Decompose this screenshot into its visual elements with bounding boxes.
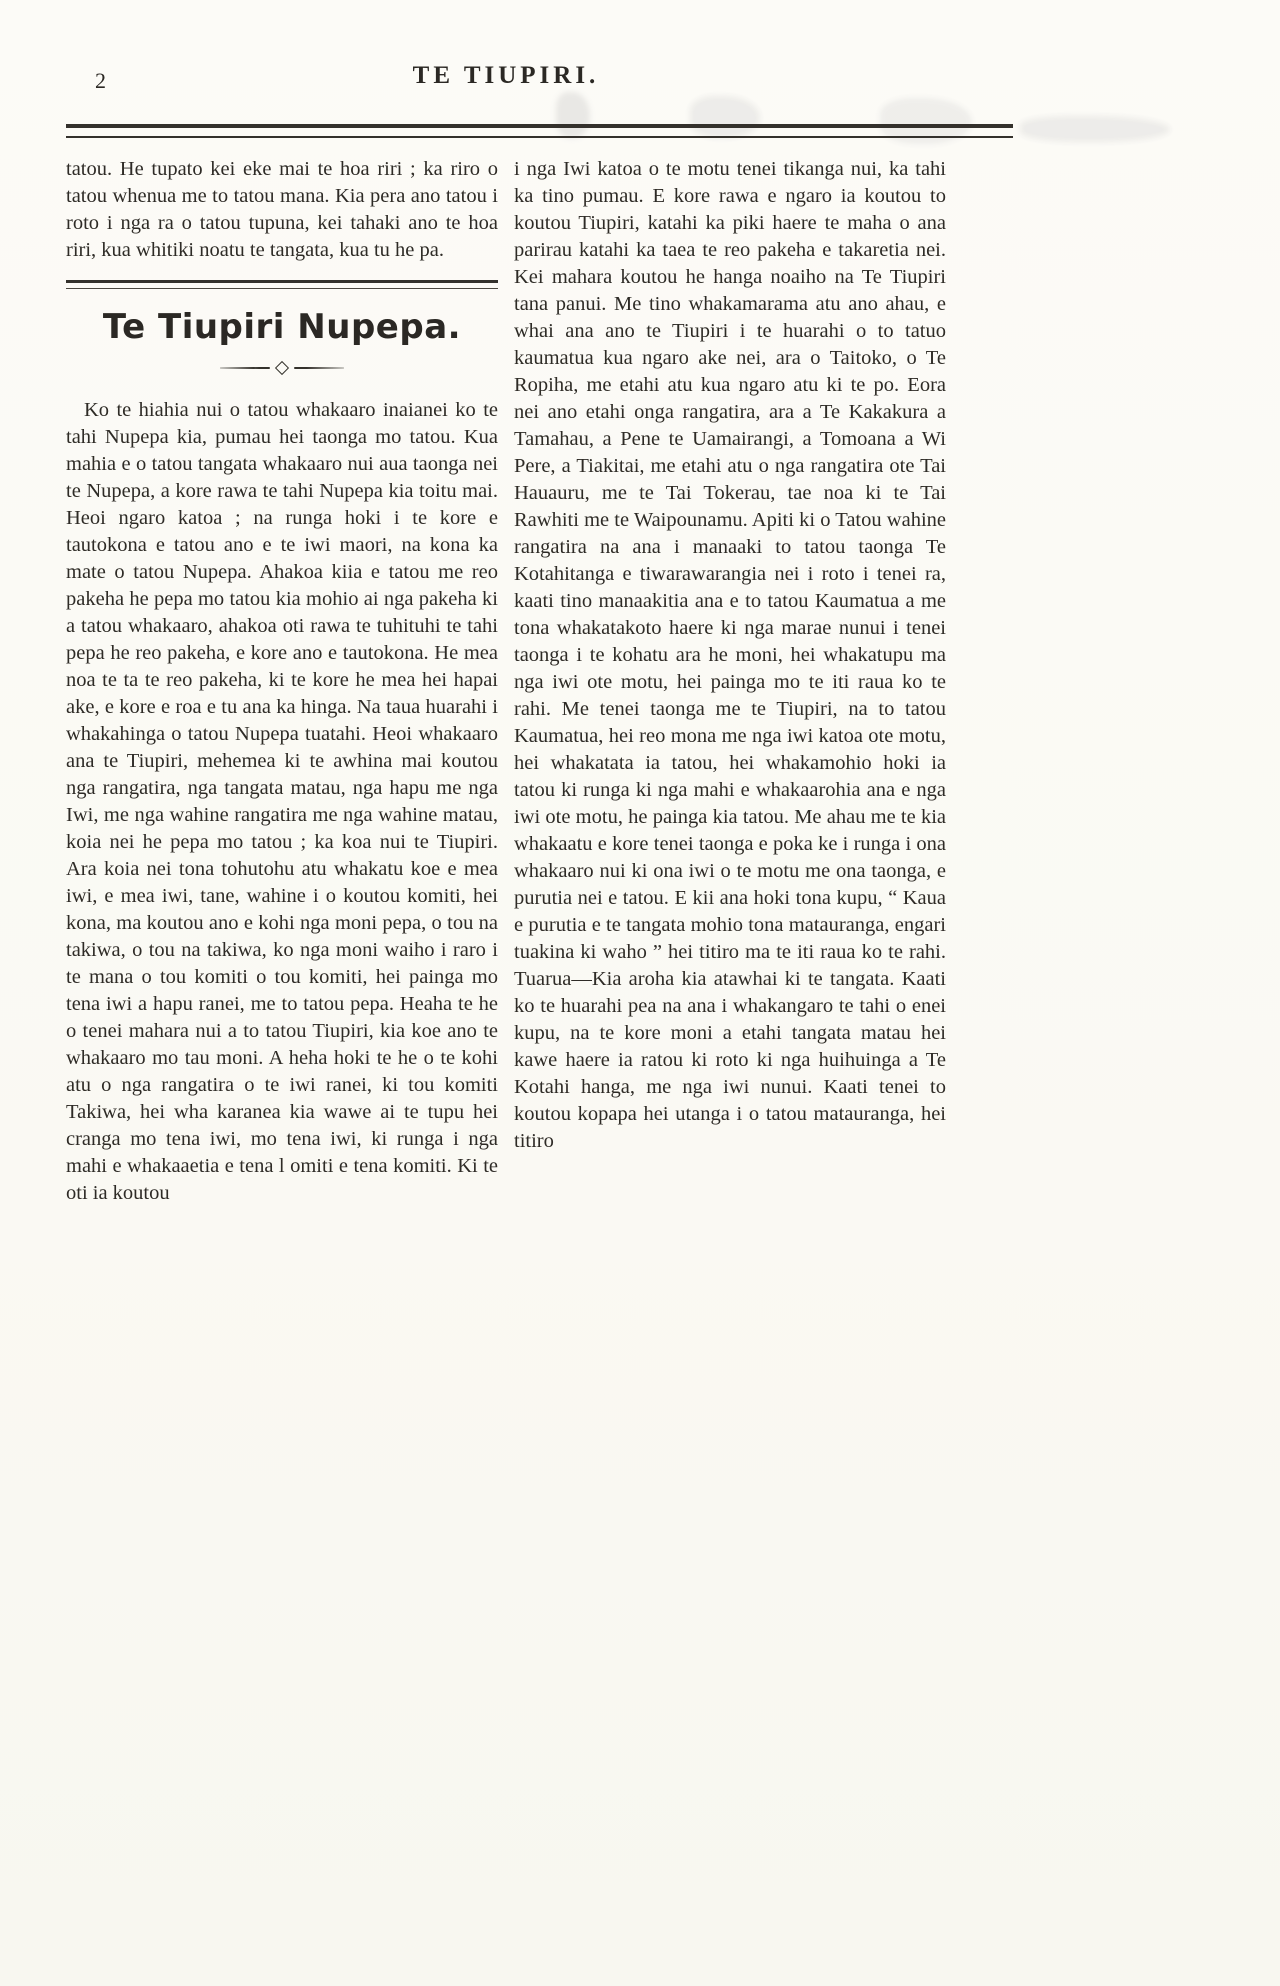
continuation-paragraph: tatou. He tupato kei eke mai te hoa riri ; ka riro o tatou whenua me to tatou mana. Kia pera ano tatou i roto i nga ra o tatou tupuna, kei tahaki ano te hoa riri, kua whitiki noatu te tangata, kua tu he pa. <box>66 158 498 261</box>
page-number: 2 <box>95 68 107 93</box>
ornament-line-icon <box>294 367 344 370</box>
article-heading: Te Tiupiri Nupepa. <box>102 307 462 347</box>
two-column-layout <box>66 156 946 1207</box>
left-column <box>66 156 498 1207</box>
continuation-paragraph: i nga Iwi katoa o te motu tenei tikanga nui, ka tahi ka tino pumau. E kore rawa e ngaro ia koutou to koutou Tiupiri, katahi ka piki haere te maha o ana parirau katahi ka taea te reo pakeha e takaretia nei. Kei mahara koutou he hanga noaiho na Te Tiupiri tana panui. Me tino whakamarama atu ano ahau, e whai ana ano te Tiupiri i te huarahi o to tatuo kaumatua kua ngaro ake nei, ara o Taitoko, o Te Ropiha, me etahi atu kua ngaro atu ki te po. Eora nei ano etahi onga rangatira, ara a Te Kakakura a Tamahau, a Pene te Uamairangi, a Tomoana a Wi Pere, a Tiakitai, me etahi atu o nga rangatira ote Tai Hauauru, me te Tai Tokerau, tae noa ki te Tai Rawhiti me te Waipounamu. Apiti ki o Tatou wahine rangatira na ana i manaaki to tatou taonga Te Kotahitanga e tiwarawarangia nei i roto i tenei ra, kaati tino manaakitia ana e to tatou Kaumatua a me tona whakatakoto haere ki nga marae nunui i tenei taonga i te kohatu ara he moni, hei whakatupu ma nga iwi ote motu, hei painga mo te iti raua ko te rahi. Me tenei taonga me te Tiupiri, na to tatou Kaumatua, hei reo mona me nga iwi katoa ote motu, hei whakatata ia tatou, hei whakamohio hoki ia tatou ki runga ki nga mahi e whakaarohia ana e nga iwi ote motu, he painga kia tatou. Me ahau me te kia whakaatu e kore tenei taonga e poka ke i runga i ona whakaaro nui ki ona iwi o te motu me ona taonga, e purutia nei e tatou. E kii ana hoki tona kupu, “ Kaua e purutia e te tangata mohio tona matauranga, engari tuakina ki waho ” hei titiro ma te iti raua ko te rahi. Tuarua—Kia aroha kia atawhai ki te tangata. Kaati ko te huarahi pea na ana i whakangaro te tahi o enei kupu, na te kore moni a etahi tangata matau hei kawe haere ia ratou ki roto ki nga huihuinga a Te Kotahi hanga, me nga iwi nunui. Kaati tenei to koutou kopapa hei utanga i o tatou matauranga, hei titiro <box>514 158 946 1152</box>
heading-ornament <box>66 361 498 375</box>
ornament-line-icon <box>220 367 270 370</box>
scan-smudge-artifact <box>1020 116 1170 142</box>
masthead-double-rule <box>66 124 1013 138</box>
diamond-icon <box>275 361 289 375</box>
newspaper-masthead: TE TIUPIRI. <box>412 62 600 89</box>
right-column <box>514 156 946 1207</box>
section-divider-rule <box>66 280 498 289</box>
article-body-paragraph: Ko te hiahia nui o tatou whakaaro inaianei ko te tahi Nupepa kia, pumau hei taonga mo tatou. Kua mahia e o tatou tangata whakaaro nui aua taonga nei te Nupepa, a kore rawa te tahi Nupepa kia toitu mai. Heoi ngaro katoa ; na runga hoki i te kore e tautokona e tatou ano e te iwi maori, na kona ka mate o tatou Nupepa. Ahakoa kiia e tatou me reo pakeha he pepa mo tatou kia mohio ai nga pakeha ki a tatou whakaaro, ahakoa oti rawa te tuhituhi te tahi pepa he reo pakeha, e kore ano e tautokona. He mea noa te ta te reo pakeha, ki te kore he mea hei hapai ake, e kore e roa e tu ana ka hinga. Na taua huarahi i whakahinga o tatou Nupepa tuatahi. Heoi whakaaro ana te Tiupiri, mehemea ki te awhina mai koutou nga rangatira, nga tangata matau, nga hapu me nga Iwi, me nga wahine rangatira me nga wahine matau, koia nei he pepa mo tatou ; ka koa nui te Tiupiri. Ara koia nei tona tohutohu atu whakatu koe e mea iwi, e mea iwi, tane, wahine i o koutou komiti, hei kona, ma koutou ano e kohi nga moni pepa, o tou na takiwa, o tou na takiwa, ko nga moni waiho i raro i te mana o tou komiti o tou komiti, hei painga mo tena iwi a hapu ranei, me to tatou pepa. Heaha te he o tenei mahara nui a to tatou Tiupiri, kia koe ano te whakaaro mo tau moni. A heha hoki te he o te kohi atu o nga rangatira o te iwi ranei, ki tou komiti Takiwa, hei wha karanea kia wawe ai te tupu hei cranga mo tena iwi, mo tena iwi, ki runga i nga mahi e whakaaetia e tena l omiti e tena komiti. Ki te oti ia koutou <box>66 399 498 1204</box>
